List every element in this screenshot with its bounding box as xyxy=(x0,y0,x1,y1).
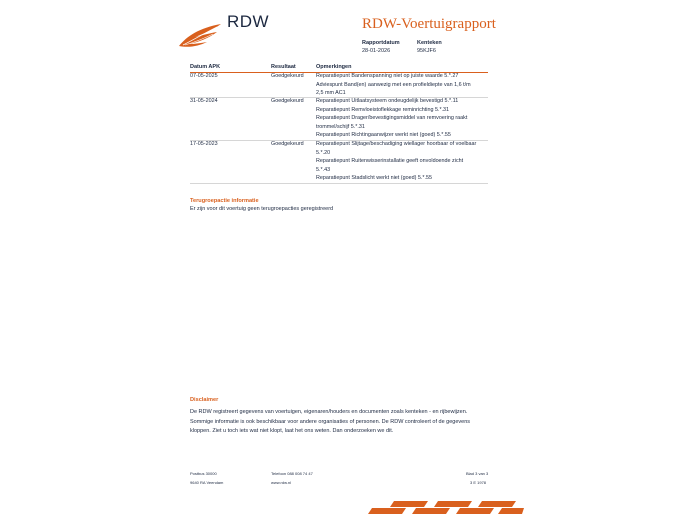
row-remark: Reparatiepunt Richtingaanwijzer werkt niet (goed) 5.*.55 xyxy=(316,132,451,138)
row-remark: Adviespunt Band(en) aanwezig met een profieldiepte van 1,6 t/m xyxy=(316,81,471,88)
recall-text: Er zijn voor dit voertuig geen terugroepacties geregistreerd xyxy=(190,206,334,212)
row-remark: 5.*.43 xyxy=(316,166,331,173)
document-title: RDW-Voertuigrapport xyxy=(362,16,496,32)
row-date: 07-05-2025 xyxy=(190,73,218,79)
disclaimer-line: De RDW registreert gegevens van voertuigen, eigenaren/houders en documenten zoals kenteken - en rijbewijzen. xyxy=(190,409,468,415)
row-remark: 2,5 mm AC1 xyxy=(316,90,346,96)
plate-label: Kenteken xyxy=(417,40,442,46)
logo-text: RDW xyxy=(227,12,270,31)
row-remark: Reparatiepunt Drager/bevestigingsmiddel van remvoering raakt xyxy=(316,115,468,121)
row-divider xyxy=(190,183,488,184)
row-result: Goedgekeurd xyxy=(271,98,304,104)
plate-value: 95KJF6 xyxy=(417,48,436,54)
row-remark: 5.*.20 xyxy=(316,149,331,156)
disclaimer-title: Disclaimer xyxy=(190,397,219,403)
footer-phone: Telefoon 088 008 74 47 xyxy=(271,471,313,476)
row-remark: trommel/schijf 5.*.31 xyxy=(316,123,365,130)
row-remark: Reparatiepunt Remvloeistoflekkage reminrichting 5.*.31 xyxy=(316,106,450,113)
row-remark: Reparatiepunt Stadslicht werkt niet (goed) 5.*.55 xyxy=(316,175,432,181)
rdw-logo-icon xyxy=(177,22,223,48)
row-result: Goedgekeurd xyxy=(271,141,304,147)
footer-address-line1: Postbus 30000 xyxy=(190,471,217,476)
row-remark: Reparatiepunt Ruitenwisserinstallatie geeft onvoldoende zicht xyxy=(316,158,464,164)
row-date: 31-05-2024 xyxy=(190,98,218,104)
footer-address-line2: 9640 RA Veendam xyxy=(190,480,224,485)
recall-title: Terugroepactie informatie xyxy=(190,198,259,204)
disclaimer-line: kloppen. Ziet u toch iets wat niet klopt, laat het ons weten. Dan onderzoeken we dit. xyxy=(190,428,394,434)
footer-code: 3 E 1978 xyxy=(470,480,487,485)
row-remark: Reparatiepunt Slijtage/beschadiging wiellager hoorbaar of voelbaar xyxy=(316,141,477,147)
row-remark: Reparatiepunt Bandenspanning niet op juiste waarde 5.*.27 xyxy=(316,73,459,79)
row-result: Goedgekeurd xyxy=(271,73,304,79)
column-header-result: Resultaat xyxy=(271,64,296,70)
row-remark: Reparatiepunt Uitlaatsysteem ondeugdelijk bevestigd 5.*.11 xyxy=(316,98,459,104)
report-date-label: Rapportdatum xyxy=(362,40,400,46)
footer-page-number: Blad 3 van 3 xyxy=(466,471,489,476)
footer-website: www.rdw.nl xyxy=(271,480,292,485)
row-date: 17-05-2023 xyxy=(190,141,218,147)
column-header-remarks: Opmerkingen xyxy=(316,64,352,70)
column-header-date: Datum APK xyxy=(190,64,221,70)
disclaimer-line: Sommige informatie is ook beschikbaar voor andere organisaties of personen. De RDW controleert of de gegevens xyxy=(190,418,471,425)
decorative-stripes-icon xyxy=(366,499,526,514)
report-date-value: 28-01-2026 xyxy=(362,48,391,54)
